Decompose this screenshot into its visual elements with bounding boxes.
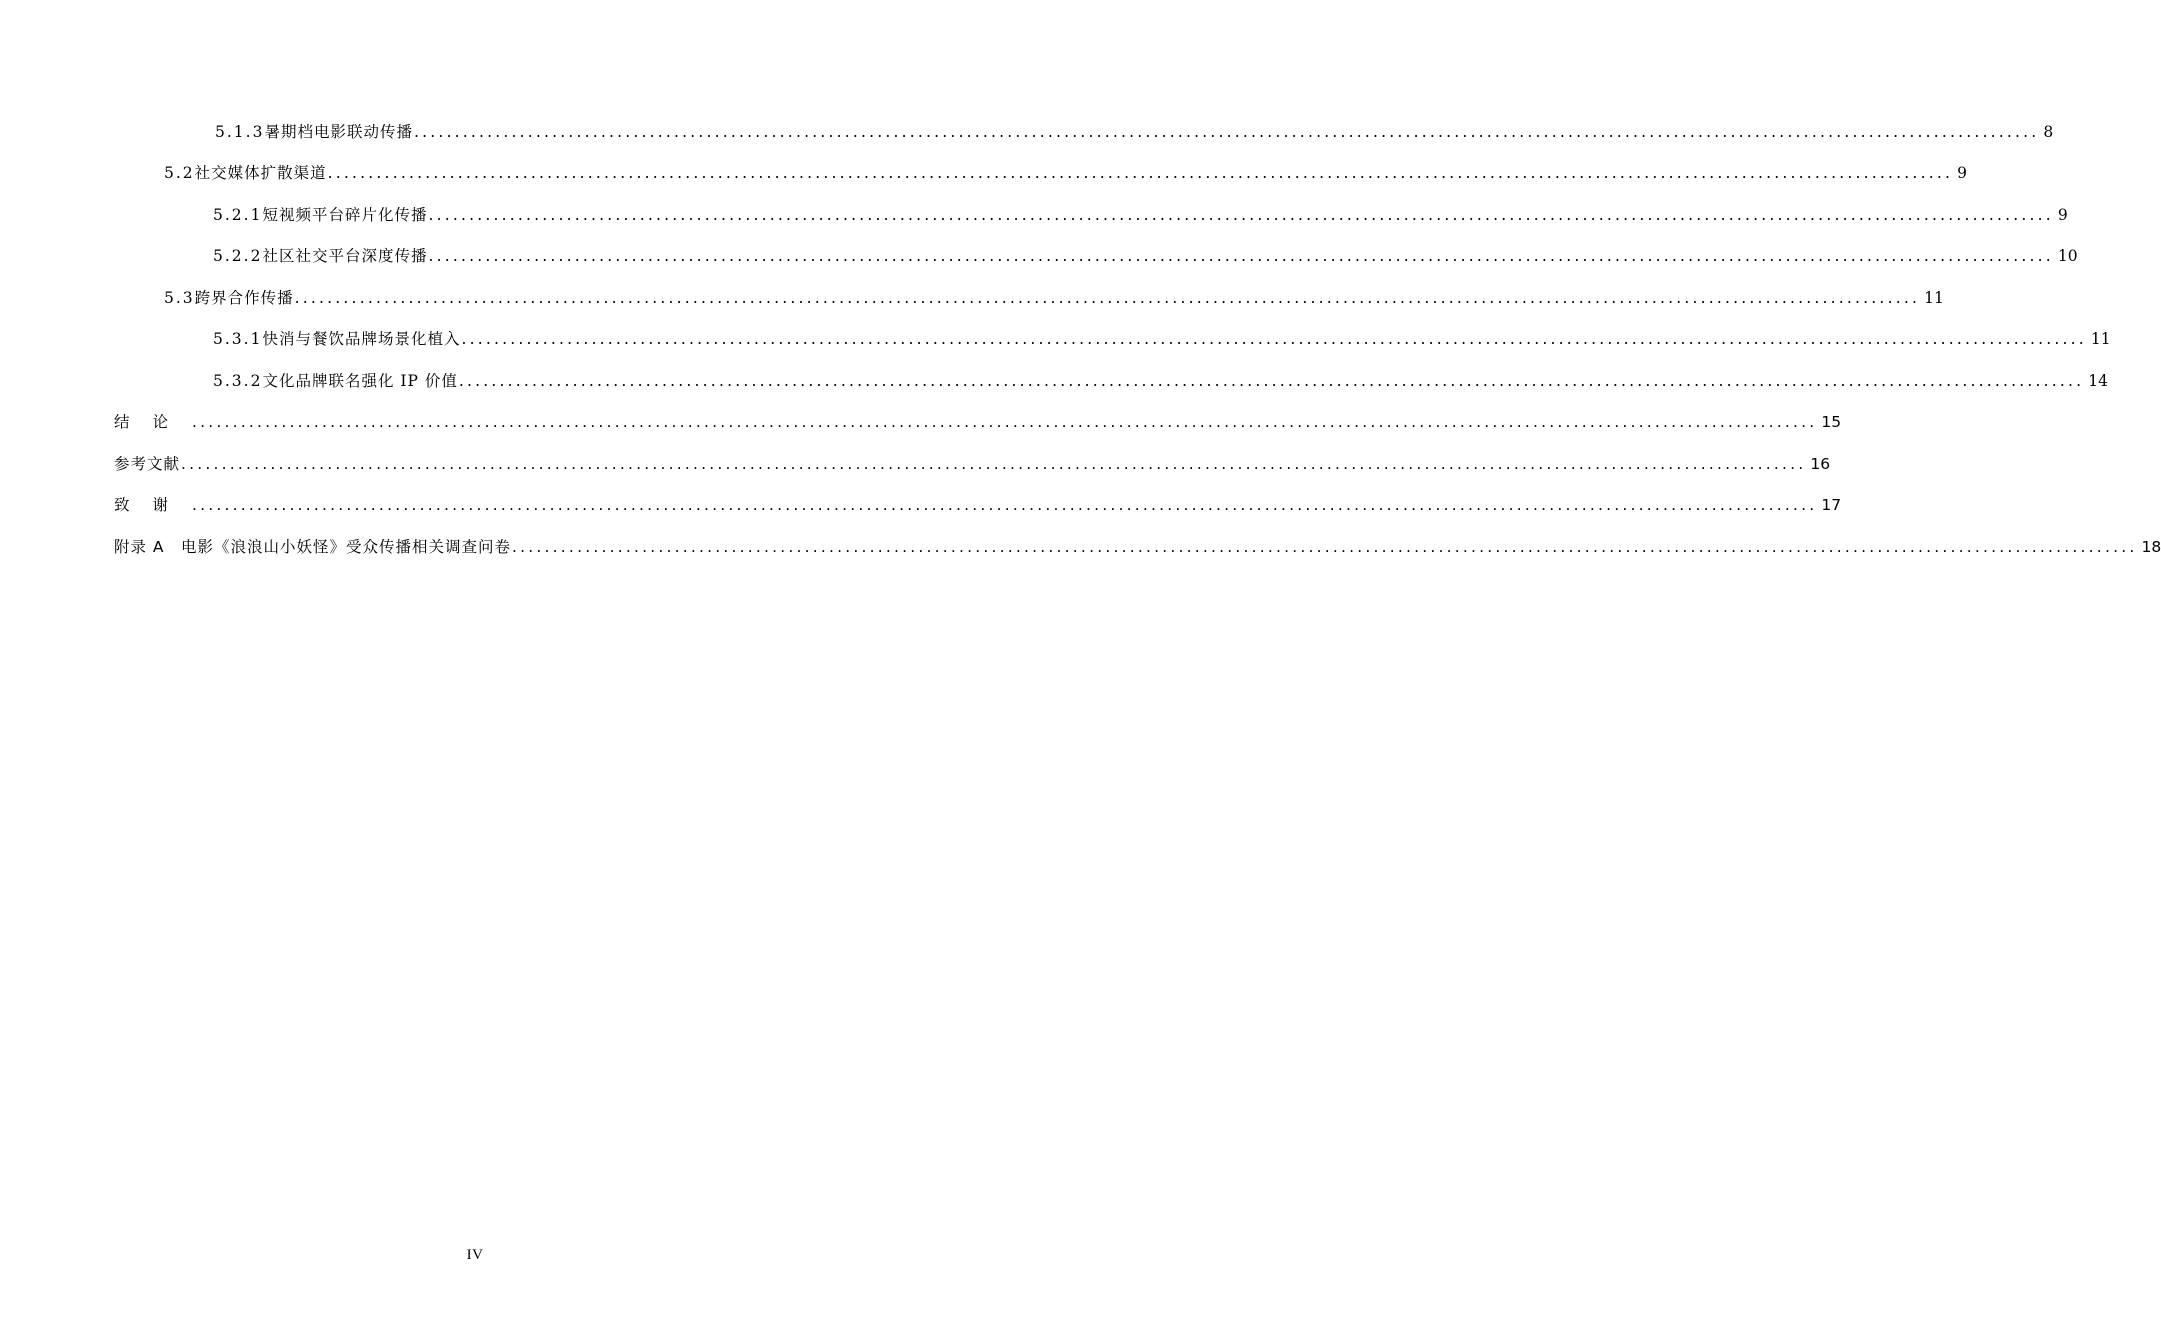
toc-entry-title: 社交媒体扩散渠道: [194, 164, 327, 182]
toc-entry-5-3-2[interactable]: [213, 367, 2109, 395]
toc-entry-page: 8: [2043, 123, 2054, 141]
toc-entry-page: 15: [1821, 413, 1842, 431]
toc-leader-dots: ........................................................................................................................................................................................................: [458, 372, 2085, 390]
toc-entry-title: 参考文献: [114, 455, 181, 473]
toc-leader-dots: ........................................................................................................................................................................................................: [413, 123, 2040, 141]
toc-entry-references[interactable]: [114, 450, 1831, 478]
toc-entry-title: 短视频平台碎片化传播: [262, 206, 428, 224]
toc-leader-dots: ........................................................................................................................................................................................................: [428, 206, 2054, 224]
toc-entry-number: 5.2: [164, 164, 195, 182]
toc-entry-page: 14: [2088, 372, 2109, 390]
toc-leader-dots: ........................................................................................................................................................................................................: [461, 330, 2087, 348]
toc-entry-number: 5.3.1: [213, 330, 263, 348]
toc-entry-page: 16: [1810, 455, 1831, 473]
toc-entry-page: 10: [2057, 247, 2078, 265]
toc-entry-5-3-1[interactable]: [213, 325, 2111, 353]
toc-entry-number: 5.2.2: [213, 247, 263, 265]
toc-entry-5-2-2[interactable]: [213, 242, 2078, 270]
toc-entry-acknowledgements[interactable]: [114, 491, 1842, 519]
toc-entry-title: 快消与餐饮品牌场景化植入: [262, 330, 461, 348]
toc-entry-title: 暑期档电影联动传播: [264, 123, 413, 141]
toc-entry-number: 5.1.3: [215, 123, 265, 141]
toc-entry-5-1-3[interactable]: [215, 118, 2054, 146]
toc-leader-dots: ........................................................................................................................................................................................................: [192, 496, 1818, 514]
toc-leader-dots: ........................................................................................................................................................................................................: [512, 538, 2138, 556]
toc-entry-5-2[interactable]: [164, 159, 1967, 187]
toc-entry-page: 9: [2057, 206, 2068, 224]
toc-entry-title: 社区社交平台深度传播: [262, 247, 428, 265]
toc-entry-number: 5.3: [164, 289, 195, 307]
toc-entry-title: 附录 A 电影《浪浪山小妖怪》受众传播相关调查问卷: [114, 538, 512, 556]
toc-entry-title: 致谢: [114, 496, 192, 514]
toc-entry-page: 18: [2141, 538, 2161, 556]
toc-entry-conclusion[interactable]: [114, 408, 1842, 436]
toc-entry-page: 17: [1821, 496, 1842, 514]
page-number: IV: [466, 1247, 484, 1263]
toc-entry-number: 5.2.1: [213, 206, 263, 224]
toc-entry-title: 结论: [114, 413, 192, 431]
toc-leader-dots: ........................................................................................................................................................................................................: [192, 413, 1818, 431]
toc-entry-title: 文化品牌联名强化 IP 价值: [262, 372, 458, 390]
toc-entry-page: 11: [1924, 289, 1944, 307]
toc-leader-dots: ........................................................................................................................................................................................................: [181, 455, 1807, 473]
toc-entry-appendix-a[interactable]: [114, 533, 2161, 561]
toc-entry-page: 11: [2090, 330, 2111, 348]
toc-entry-5-2-1[interactable]: [213, 201, 2068, 229]
toc-leader-dots: ........................................................................................................................................................................................................: [294, 289, 1921, 307]
toc-entry-5-3[interactable]: [164, 284, 1944, 312]
toc-entry-title: 跨界合作传播: [194, 289, 294, 307]
toc-leader-dots: ........................................................................................................................................................................................................: [327, 164, 1954, 182]
toc-leader-dots: ........................................................................................................................................................................................................: [428, 247, 2054, 265]
toc-entry-number: 5.3.2: [213, 372, 263, 390]
toc-entry-page: 9: [1957, 164, 1967, 182]
